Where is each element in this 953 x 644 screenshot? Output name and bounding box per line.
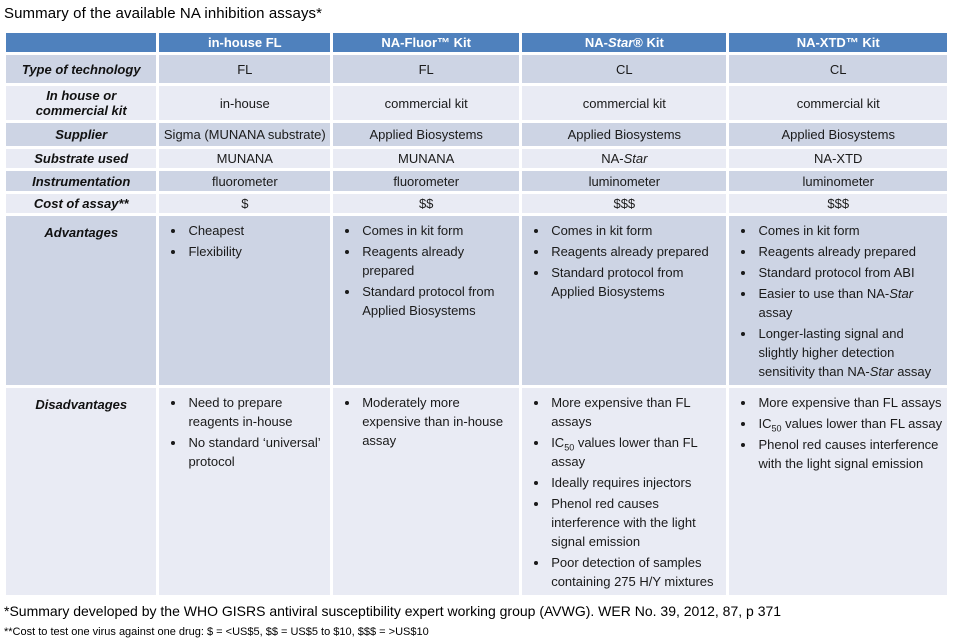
bullet-list bbox=[161, 393, 326, 471]
cell-substrate-inhouse: MUNANA bbox=[158, 148, 332, 170]
bullet-text: values lower than FL assay bbox=[781, 416, 943, 431]
bullet-item: • Standard protocol from Applied Biosystems bbox=[549, 263, 722, 301]
substrate-nastar-italic: Star bbox=[623, 151, 648, 166]
footnote-summary-source: *Summary developed by the WHO GISRS antiviral susceptibility expert working group (AVWG). WER No. 39, 2012, 87, p 371 bbox=[4, 603, 782, 619]
footnote-cost-legend: **Cost to test one virus against one drug: $ = <US$5, $$ = US$5 to $10, $$$ = >US$10 bbox=[4, 626, 429, 638]
bullet-item: • Poor detection of samples containing 275 H/Y mixtures bbox=[549, 553, 722, 591]
row-label-instrumentation: Instrumentation bbox=[5, 170, 158, 193]
cell-instrumentation-nafluor: fluorometer bbox=[332, 170, 521, 193]
cell-cost-nafluor: $$ bbox=[332, 193, 521, 215]
bullet-text: Longer-lasting signal and slightly higher detection sensitivity than NA- bbox=[758, 326, 904, 379]
cell-disadvantages-inhouse bbox=[158, 387, 332, 597]
bullet-text: values lower than FL assay bbox=[551, 435, 698, 469]
cell-kit-nastar: commercial kit bbox=[521, 85, 728, 122]
row-label-cost: Cost of assay** bbox=[5, 193, 158, 215]
row-instrumentation bbox=[5, 170, 949, 193]
bullet-item: • Need to prepare reagents in-house bbox=[186, 393, 326, 431]
cell-supplier-naxtd: Applied Biosystems bbox=[728, 122, 949, 148]
table-header-row bbox=[5, 32, 949, 54]
bullet-item: • Cheapest bbox=[186, 221, 326, 240]
bullet-item: • Reagents already prepared bbox=[360, 242, 515, 280]
bullet-item: • Ideally requires injectors bbox=[549, 473, 722, 492]
row-label-substrate: Substrate used bbox=[5, 148, 158, 170]
bullet-item: • Phenol red causes interference with the light signal emission bbox=[549, 494, 722, 551]
bullet-list bbox=[161, 221, 326, 261]
bullet-text: assay bbox=[893, 364, 932, 379]
bullet-item: • Comes in kit form bbox=[549, 221, 722, 240]
cell-supplier-inhouse: Sigma (MUNANA substrate) bbox=[158, 122, 332, 148]
bullet-item bbox=[756, 414, 943, 433]
cell-instrumentation-naxtd: luminometer bbox=[728, 170, 949, 193]
assay-summary-table bbox=[3, 30, 950, 598]
cell-cost-naxtd: $$$ bbox=[728, 193, 949, 215]
cell-instrumentation-nastar: luminometer bbox=[521, 170, 728, 193]
bullet-item: • Flexibility bbox=[186, 242, 326, 261]
bullet-text: IC bbox=[758, 416, 772, 431]
header-na-star-pre: NA- bbox=[584, 35, 608, 50]
bullet-text-subscript: 50 bbox=[771, 423, 782, 434]
bullet-text-subscript: 50 bbox=[564, 442, 575, 453]
cell-technology-nafluor: FL bbox=[332, 54, 521, 85]
cell-technology-nastar: CL bbox=[521, 54, 728, 85]
header-in-house-fl: in-house FL bbox=[158, 32, 332, 54]
bullet-item bbox=[756, 284, 943, 322]
bullet-item: • More expensive than FL assays bbox=[756, 393, 943, 412]
cell-advantages-naxtd bbox=[728, 215, 949, 387]
bullet-item: • Reagents already prepared bbox=[549, 242, 722, 261]
header-blank-cell bbox=[5, 32, 158, 54]
cell-substrate-nastar bbox=[521, 148, 728, 170]
cell-supplier-nafluor: Applied Biosystems bbox=[332, 122, 521, 148]
row-label-advantages: Advantages bbox=[5, 215, 158, 387]
bullet-item: • No standard ‘universal’ protocol bbox=[186, 433, 326, 471]
row-label-technology: Type of technology bbox=[5, 54, 158, 85]
bullet-text: IC bbox=[551, 435, 565, 450]
cell-advantages-inhouse bbox=[158, 215, 332, 387]
bullet-item: • Comes in kit form bbox=[756, 221, 943, 240]
header-na-star-kit bbox=[521, 32, 728, 54]
row-label-supplier: Supplier bbox=[5, 122, 158, 148]
cell-advantages-nafluor bbox=[332, 215, 521, 387]
bullet-item: • Phenol red causes interference with the light signal emission bbox=[756, 435, 943, 473]
header-na-fluor-kit: NA-Fluor™ Kit bbox=[332, 32, 521, 54]
row-label-kit: In house or commercial kit bbox=[5, 85, 158, 122]
cell-advantages-nastar bbox=[521, 215, 728, 387]
bullet-item bbox=[756, 324, 943, 381]
cell-substrate-naxtd: NA-XTD bbox=[728, 148, 949, 170]
bullet-list bbox=[524, 393, 722, 591]
cell-cost-nastar: $$$ bbox=[521, 193, 728, 215]
substrate-nastar-pre: NA- bbox=[601, 151, 624, 166]
row-supplier bbox=[5, 122, 949, 148]
cell-disadvantages-naxtd bbox=[728, 387, 949, 597]
row-type-of-technology bbox=[5, 54, 949, 85]
cell-substrate-nafluor: MUNANA bbox=[332, 148, 521, 170]
cell-kit-inhouse: in-house bbox=[158, 85, 332, 122]
cell-supplier-nastar: Applied Biosystems bbox=[521, 122, 728, 148]
bullet-text-italic: Star bbox=[889, 286, 914, 301]
cell-kit-nafluor: commercial kit bbox=[332, 85, 521, 122]
bullet-item: • Moderately more expensive than in-house assay bbox=[360, 393, 515, 450]
header-na-star-italic: Star bbox=[607, 35, 634, 50]
row-in-house-or-commercial bbox=[5, 85, 949, 122]
bullet-item: • Comes in kit form bbox=[360, 221, 515, 240]
row-advantages bbox=[5, 215, 949, 387]
header-na-star-post: ® Kit bbox=[633, 35, 664, 50]
cell-cost-inhouse: $ bbox=[158, 193, 332, 215]
bullet-list bbox=[731, 221, 943, 381]
bullet-list bbox=[524, 221, 722, 301]
header-na-xtd-kit: NA-XTD™ Kit bbox=[728, 32, 949, 54]
bullet-list bbox=[335, 221, 515, 320]
cell-disadvantages-nastar bbox=[521, 387, 728, 597]
bullet-list bbox=[731, 393, 943, 473]
bullet-item: • Reagents already prepared bbox=[756, 242, 943, 261]
cell-disadvantages-nafluor bbox=[332, 387, 521, 597]
bullet-text-italic: Star bbox=[869, 364, 894, 379]
bullet-item: • Standard protocol from Applied Biosystems bbox=[360, 282, 515, 320]
cell-instrumentation-inhouse: fluorometer bbox=[158, 170, 332, 193]
bullet-text: assay bbox=[758, 305, 793, 320]
row-cost-of-assay bbox=[5, 193, 949, 215]
bullet-item: • Standard protocol from ABI bbox=[756, 263, 943, 282]
cell-kit-naxtd: commercial kit bbox=[728, 85, 949, 122]
cell-technology-inhouse: FL bbox=[158, 54, 332, 85]
bullet-item bbox=[549, 433, 722, 471]
bullet-item: • More expensive than FL assays bbox=[549, 393, 722, 431]
page-title: Summary of the available NA inhibition assays* bbox=[4, 5, 323, 22]
row-label-disadvantages: Disadvantages bbox=[5, 387, 158, 597]
cell-technology-naxtd: CL bbox=[728, 54, 949, 85]
row-disadvantages bbox=[5, 387, 949, 597]
bullet-text: Easier to use than NA- bbox=[758, 286, 890, 301]
bullet-list bbox=[335, 393, 515, 450]
row-substrate-used bbox=[5, 148, 949, 170]
